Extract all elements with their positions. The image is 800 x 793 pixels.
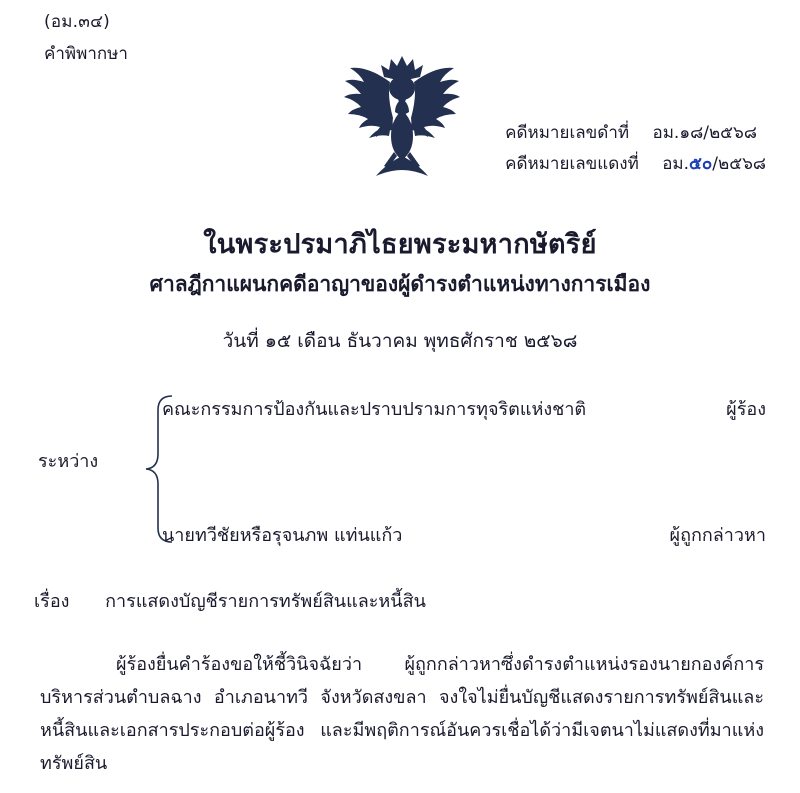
- case-number-black-prefix: อม.: [652, 123, 680, 143]
- case-number-red-digits: ๕๐: [689, 154, 713, 174]
- case-number-red-label: คดีหมายเลขแดงที่: [505, 154, 639, 174]
- parties-block: [34, 392, 774, 562]
- between-label: ระหว่าง: [38, 451, 99, 472]
- case-number-red-prefix: อม.: [662, 154, 690, 174]
- subject-line: [34, 586, 426, 615]
- garuda-emblem: [338, 52, 466, 182]
- case-number-red-value: [662, 149, 766, 180]
- judgment-body: [40, 648, 764, 780]
- case-number-black: [505, 118, 766, 149]
- body-paragraph: ผู้ร้องยื่นคำร้องขอให้ชี้วินิจฉัยว่า ผู้ถูกกล่าวหาซึ่งดำรงตำแหน่งรองนายกองค์การบริหารส่วนตำบลฉาง อำเภอนาทวี จังหวัดสงขลา จงใจไม่ยื่นบัญชีแสดงรายการทรัพย์สินและหนี้สินและเอกสารประกอบต่อผู้ร้อง และมีพฤติการณ์อันควรเชื่อได้ว่ามีเจตนาไม่แสดงที่มาแห่งทรัพย์สิน: [40, 654, 764, 774]
- subject-value: การแสดงบัญชีรายการทรัพย์สินและหนี้สิน: [105, 591, 426, 612]
- case-number-red-year: /๒๕๖๘: [712, 154, 766, 174]
- case-number-red: [505, 149, 766, 180]
- case-number-black-label: คดีหมายเลขดำที่: [505, 123, 630, 143]
- accused-role: ผู้ถูกกล่าวหา: [669, 525, 766, 546]
- party-row: [162, 520, 774, 549]
- accused-name: นายทวีชัยหรือรุจนภพ แท่นแก้ว: [162, 525, 403, 546]
- party-row: [162, 394, 774, 423]
- petitioner-role: ผู้ร้อง: [726, 399, 766, 420]
- case-number-black-digits: ๑๘/๒๕๖๘: [679, 123, 757, 143]
- document-type-label: คำพิพากษา: [44, 44, 128, 64]
- judgment-date: วันที่ ๑๕ เดือน ธันวาคม พุทธศักราช ๒๕๖๘: [222, 330, 578, 352]
- document-form-code: (อม.๓๔): [44, 12, 110, 32]
- royal-heading: ในพระปรมาภิไธยพระมหากษัตริย์: [203, 229, 597, 260]
- case-numbers-block: [505, 118, 766, 180]
- petitioner-name: คณะกรรมการป้องกันและปราบปรามการทุจริตแห่งชาติ: [162, 399, 587, 420]
- case-number-black-value: [653, 118, 757, 149]
- court-heading: ศาลฎีกาแผนกคดีอาญาของผู้ดำรงตำแหน่งทางการเมือง: [149, 272, 651, 296]
- subject-label: เรื่อง: [34, 591, 70, 612]
